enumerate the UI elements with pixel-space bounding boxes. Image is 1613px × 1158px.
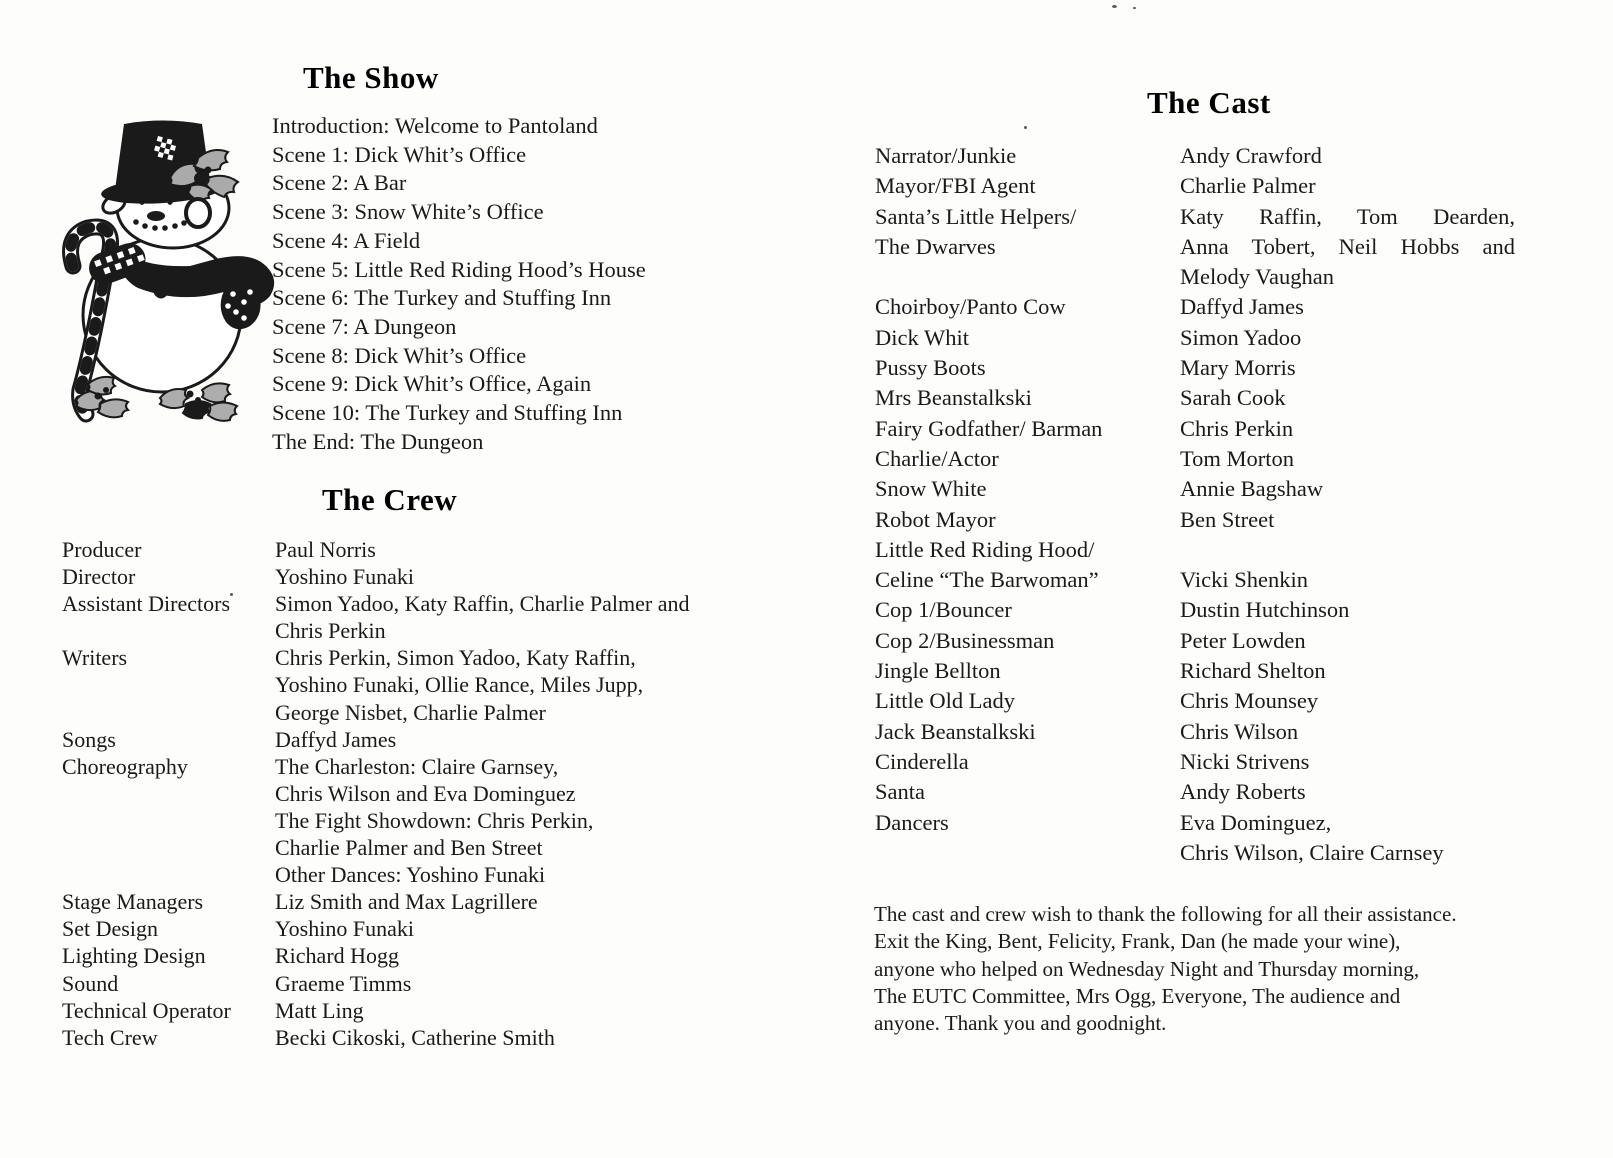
show-scene-line: Scene 3: Snow White’s Office: [272, 199, 544, 225]
crew-table: [62, 536, 762, 1051]
cast-row: [875, 595, 1523, 625]
cast-row: [875, 202, 1523, 293]
cast-names: [1180, 747, 1515, 777]
cast-role: [875, 323, 1180, 353]
cast-name-line: Chris Perkin: [1180, 415, 1294, 441]
cast-names: [1180, 808, 1515, 869]
cast-row: [875, 717, 1523, 747]
cast-table: [875, 141, 1523, 868]
crew-name-line: George Nisbet, Charlie Palmer: [275, 699, 546, 725]
crew-name-line: Becki Cikoski, Catherine Smith: [275, 1024, 555, 1050]
show-scene-line: Scene 5: Little Red Riding Hood’s House: [272, 256, 646, 282]
crew-row: [62, 726, 762, 753]
cast-names: [1180, 626, 1515, 656]
scan-speck: [1024, 126, 1027, 129]
cast-role-line: Choirboy/Panto Cow: [875, 294, 1066, 320]
cast-names: [1180, 444, 1515, 474]
cast-name-line: [1180, 535, 1515, 565]
cast-name-line: Chris Wilson: [1180, 718, 1299, 744]
cast-row: [875, 777, 1523, 807]
cast-role: [875, 383, 1180, 413]
crew-role-label: Lighting Design: [62, 943, 206, 969]
cast-name-line: Charlie Palmer: [1180, 173, 1316, 199]
crew-row: [62, 997, 762, 1024]
crew-role: [62, 1024, 275, 1051]
cast-role: [875, 686, 1180, 716]
crew-row: [62, 1024, 762, 1051]
cast-role: [875, 202, 1180, 293]
thanks-line: The cast and crew wish to thank the following for all their assistance.: [874, 902, 1457, 926]
crew-role-label: Tech Crew: [62, 1024, 158, 1050]
cast-name-line: Peter Lowden: [1180, 627, 1306, 653]
cast-names: [1180, 686, 1515, 716]
crew-title: The Crew: [322, 482, 458, 517]
show-scene-line: Scene 1: Dick Whit’s Office: [272, 141, 527, 167]
cast-role: [875, 444, 1180, 474]
thanks-line: anyone. Thank you and goodnight.: [874, 1011, 1167, 1036]
cast-name-line: Mary Morris: [1180, 355, 1296, 381]
crew-role-label: Technical Operator: [62, 997, 231, 1023]
cast-role: [875, 808, 1180, 869]
cast-name-line: Daffyd James: [1180, 294, 1304, 320]
cast-role-line: Little Red Riding Hood/: [875, 536, 1095, 562]
thanks-line: Exit the King, Bent, Felicity, Frank, Dan (he made your wine),: [874, 929, 1401, 954]
cast-role-line: Robot Mayor: [875, 506, 996, 532]
cast-names: [1180, 505, 1515, 535]
snowman-illustration: [40, 108, 280, 430]
cast-role-line: Celine “The Barwoman”: [875, 567, 1099, 593]
scan-speck: [1112, 5, 1117, 8]
cast-name-line: Andy Roberts: [1180, 779, 1306, 805]
cast-name-line: Simon Yadoo: [1180, 324, 1302, 350]
cast-role-line: Snow White: [875, 476, 987, 502]
crew-role-label: Choreography: [62, 753, 188, 779]
crew-role-label: Writers: [62, 645, 128, 671]
show-title: The Show: [303, 60, 439, 95]
crew-name-line: Charlie Palmer and Ben Street: [275, 835, 543, 861]
crew-name-line: Liz Smith and Max Lagrillere: [275, 889, 538, 915]
thanks-line: The EUTC Committee, Mrs Ogg, Everyone, The audience and: [874, 983, 1401, 1008]
thanks-paragraph: [874, 901, 1536, 1037]
cast-role-line: Cop 2/Businessman: [875, 627, 1055, 653]
cast-role: [875, 292, 1180, 322]
cast-row: [875, 292, 1523, 322]
thanks-line: anyone who helped on Wednesday Night and Thursday morning,: [874, 956, 1420, 981]
crew-role: [62, 563, 275, 590]
cast-names: [1180, 141, 1515, 171]
show-scene-line: Scene 9: Dick Whit’s Office, Again: [272, 371, 592, 397]
cast-role-line: Little Old Lady: [875, 688, 1015, 714]
cast-role: [875, 626, 1180, 656]
cast-names: [1180, 474, 1515, 504]
cast-role: [875, 777, 1180, 807]
cast-row: [875, 323, 1523, 353]
crew-role: [62, 970, 275, 997]
cast-role: [875, 656, 1180, 686]
crew-names: [275, 726, 762, 753]
crew-names: [275, 753, 762, 888]
crew-name-line: Chris Perkin, Simon Yadoo, Katy Raffin,: [275, 645, 636, 671]
cast-name-line: Ben Street: [1180, 506, 1275, 532]
cast-role-line: Mrs Beanstalkski: [875, 385, 1032, 411]
crew-name-line: Yoshino Funaki, Ollie Rance, Miles Jupp,: [275, 672, 644, 698]
cast-row: [875, 414, 1523, 444]
cast-row: [875, 656, 1523, 686]
cast-name-line: Chris Mounsey: [1180, 688, 1319, 714]
crew-row: [62, 536, 762, 563]
cast-row: [875, 141, 1523, 171]
cast-name-line: Andy Crawford: [1180, 143, 1322, 168]
show-scene-line: Scene 4: A Field: [272, 227, 421, 253]
cast-role: [875, 171, 1180, 201]
crew-name-line: Paul Norris: [275, 537, 376, 562]
scan-speck: [1133, 7, 1136, 9]
crew-role-label: Songs: [62, 726, 116, 752]
cast-name-line: Nicki Strivens: [1180, 748, 1310, 774]
crew-row: [62, 644, 762, 725]
show-scene-line: Scene 7: A Dungeon: [272, 313, 457, 339]
cast-row: [875, 505, 1523, 535]
crew-role: [62, 915, 275, 942]
crew-role-label: Assistant Directors: [62, 591, 231, 617]
cast-title: The Cast: [1147, 85, 1271, 120]
cast-names: [1180, 595, 1515, 625]
cast-role-line: Narrator/Junkie: [875, 143, 1017, 168]
cast-row: [875, 171, 1523, 201]
cast-row: [875, 626, 1523, 656]
crew-name-line: Graeme Timms: [275, 970, 412, 996]
cast-row: [875, 747, 1523, 777]
cast-names: [1180, 383, 1515, 413]
crew-name-line: Other Dances: Yoshino Funaki: [275, 862, 546, 888]
cast-row: [875, 474, 1523, 504]
crew-row: [62, 753, 762, 888]
cast-role-line: Jingle Bellton: [875, 658, 1001, 684]
cast-role-line: Mayor/FBI Agent: [875, 173, 1036, 199]
cast-role: [875, 414, 1180, 444]
crew-role: [62, 753, 275, 888]
crew-row: [62, 915, 762, 942]
cast-name-line: Annie Bagshaw: [1180, 476, 1324, 502]
crew-role-label: Stage Managers: [62, 889, 204, 915]
crew-name-line: The Fight Showdown: Chris Perkin,: [275, 807, 594, 833]
cast-role: [875, 747, 1180, 777]
cast-names: [1180, 292, 1515, 322]
cast-name-line: Tom Morton: [1180, 445, 1295, 471]
crew-name-line: Yoshino Funaki: [275, 916, 414, 942]
cast-names: [1180, 414, 1515, 444]
cast-role: [875, 141, 1180, 171]
crew-name-line: Yoshino Funaki: [275, 564, 414, 590]
cast-role-line: Cop 1/Bouncer: [875, 597, 1012, 623]
crew-row: [62, 563, 762, 590]
cast-row: [875, 353, 1523, 383]
cast-name-line: Chris Wilson, Claire Carnsey: [1180, 839, 1444, 865]
cast-role-line: Charlie/Actor: [875, 445, 999, 471]
crew-names: [275, 644, 762, 725]
cast-name-line: Richard Shelton: [1180, 658, 1326, 684]
show-scene-list: [272, 112, 762, 456]
cast-names: [1180, 535, 1515, 596]
cast-name-line: Eva Dominguez,: [1180, 809, 1332, 835]
cast-role-line: Dick Whit: [875, 324, 969, 350]
show-scene-line: Scene 8: Dick Whit’s Office: [272, 342, 527, 368]
cast-names: [1180, 171, 1515, 201]
crew-role-label: Sound: [62, 970, 119, 996]
cast-role-line: Fairy Godfather/ Barman: [875, 415, 1103, 441]
cast-row: [875, 808, 1523, 869]
cast-names: [1180, 656, 1515, 686]
crew-names: [275, 590, 762, 644]
show-scene-line: Scene 10: The Turkey and Stuffing Inn: [272, 400, 623, 426]
crew-role: [62, 726, 275, 753]
cast-names: [1180, 777, 1515, 807]
crew-role-label: Director: [62, 564, 136, 590]
crew-name-line: Matt Ling: [275, 997, 364, 1023]
cast-row: [875, 535, 1523, 596]
crew-names: [275, 942, 762, 969]
cast-names: [1180, 717, 1515, 747]
crew-role: [62, 997, 275, 1024]
cast-role-line: Pussy Boots: [875, 355, 986, 381]
crew-role: [62, 536, 275, 563]
crew-row: [62, 888, 762, 915]
cast-row: [875, 383, 1523, 413]
crew-name-line: Chris Perkin: [275, 618, 386, 644]
cast-names: [1180, 202, 1515, 293]
cast-role: [875, 474, 1180, 504]
crew-role-label: Set Design: [62, 916, 158, 942]
crew-name-line: The Charleston: Claire Garnsey,: [275, 753, 559, 779]
crew-names: [275, 536, 762, 563]
crew-names: [275, 970, 762, 997]
crew-names: [275, 997, 762, 1024]
show-scene-line: The End: The Dungeon: [272, 428, 484, 454]
cast-name-line: Sarah Cook: [1180, 385, 1286, 411]
cast-role: [875, 505, 1180, 535]
cast-role-line: Dancers: [875, 809, 949, 835]
cast-role-line: Santa’s Little Helpers/: [875, 203, 1077, 229]
crew-row: [62, 590, 762, 644]
crew-role: [62, 590, 275, 644]
cast-name-line: Katy Raffin, Tom Dearden,: [1180, 203, 1515, 229]
cast-role: [875, 595, 1180, 625]
cast-role-line: Cinderella: [875, 748, 969, 774]
cast-role-line: The Dwarves: [875, 233, 996, 259]
cast-name-line: Melody Vaughan: [1180, 264, 1334, 290]
cast-names: [1180, 353, 1515, 383]
cast-role: [875, 535, 1180, 596]
crew-role: [62, 644, 275, 725]
cast-role: [875, 717, 1180, 747]
cast-name-line: Vicki Shenkin: [1180, 567, 1309, 593]
scan-speck: [230, 593, 233, 596]
cast-role-line: Santa: [875, 779, 925, 805]
crew-name-line: Daffyd James: [275, 726, 397, 752]
cast-row: [875, 444, 1523, 474]
cast-name-line: Dustin Hutchinson: [1180, 597, 1350, 623]
crew-row: [62, 942, 762, 969]
show-scene-line: Introduction: Welcome to Pantoland: [272, 113, 598, 138]
crew-names: [275, 915, 762, 942]
cast-role-line: Jack Beanstalkski: [875, 718, 1036, 744]
crew-names: [275, 888, 762, 915]
cast-role: [875, 353, 1180, 383]
crew-name-line: Simon Yadoo, Katy Raffin, Charlie Palmer and: [275, 591, 690, 617]
cast-names: [1180, 323, 1515, 353]
crew-role: [62, 942, 275, 969]
show-scene-line: Scene 2: A Bar: [272, 170, 407, 196]
cast-row: [875, 686, 1523, 716]
crew-names: [275, 563, 762, 590]
crew-name-line: Richard Hogg: [275, 943, 400, 969]
cast-name-line: Anna Tobert, Neil Hobbs and: [1180, 233, 1515, 259]
crew-role: [62, 888, 275, 915]
crew-name-line: Chris Wilson and Eva Dominguez: [275, 780, 576, 806]
crew-row: [62, 970, 762, 997]
crew-role-label: Producer: [62, 537, 142, 562]
show-scene-line: Scene 6: The Turkey and Stuffing Inn: [272, 285, 612, 311]
crew-names: [275, 1024, 762, 1051]
